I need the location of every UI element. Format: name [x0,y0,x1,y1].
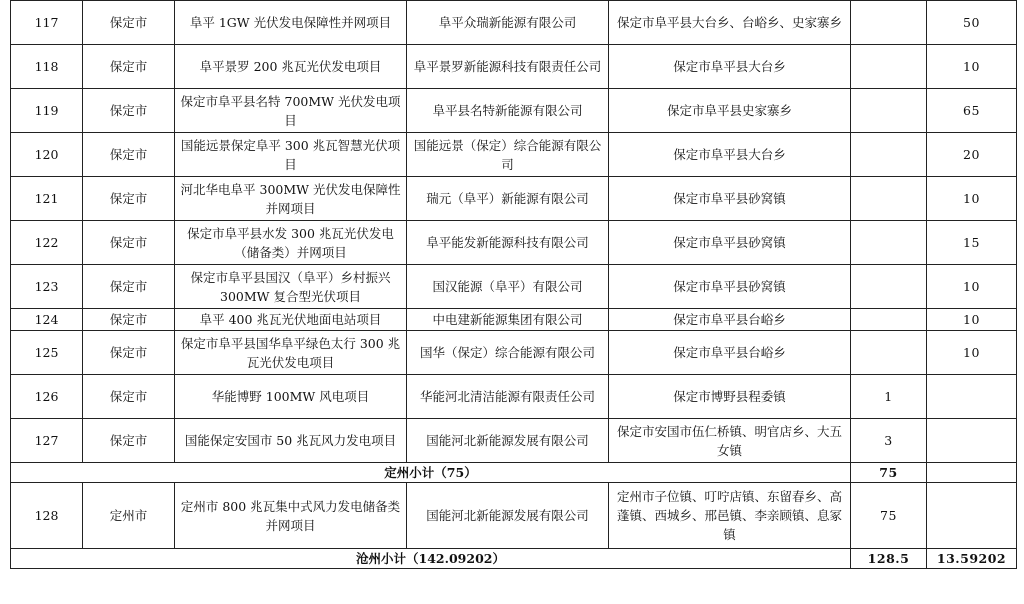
city-cell: 保定市 [83,221,175,265]
company-cell: 阜平众瑞新能源有限公司 [407,1,609,45]
table-row [11,419,1017,463]
city-cell: 保定市 [83,45,175,89]
city-cell: 保定市 [83,375,175,419]
project-name-cell: 定州市 800 兆瓦集中式风力发电储备类并网项目 [175,483,407,549]
capacity-col1-cell [851,89,927,133]
company-cell: 国能河北新能源发展有限公司 [407,483,609,549]
capacity-col2-cell: 10 [927,177,1017,221]
location-cell: 保定市阜平县大台乡 [609,133,851,177]
row-number: 118 [11,45,83,89]
capacity-col2-cell [927,375,1017,419]
row-number: 127 [11,419,83,463]
company-cell: 瑞元（阜平）新能源有限公司 [407,177,609,221]
company-cell: 国汉能源（阜平）有限公司 [407,265,609,309]
subtotal-col1: 75 [851,463,927,483]
subtotal-label: 定州小计（75） [11,463,851,483]
location-cell: 保定市阜平县砂窝镇 [609,265,851,309]
project-name-cell: 保定市阜平县名特 700MW 光伏发电项目 [175,89,407,133]
location-cell: 保定市阜平县砂窝镇 [609,177,851,221]
row-number: 120 [11,133,83,177]
project-name-cell: 国能远景保定阜平 300 兆瓦智慧光伏项目 [175,133,407,177]
subtotal-col2 [927,463,1017,483]
project-name-cell: 保定市阜平县国汉（阜平）乡村振兴 300MW 复合型光伏项目 [175,265,407,309]
row-number: 117 [11,1,83,45]
capacity-col2-cell: 10 [927,265,1017,309]
project-table [10,0,1017,569]
location-cell: 保定市阜平县台峪乡 [609,309,851,331]
table-row [11,265,1017,309]
project-name-cell: 河北华电阜平 300MW 光伏发电保障性并网项目 [175,177,407,221]
subtotal-col1: 128.5 [851,549,927,569]
capacity-col2-cell: 20 [927,133,1017,177]
company-cell: 国能远景（保定）综合能源有限公司 [407,133,609,177]
capacity-col1-cell [851,331,927,375]
project-name-cell: 保定市阜平县国华阜平绿色太行 300 兆瓦光伏发电项目 [175,331,407,375]
capacity-col1-cell [851,45,927,89]
capacity-col2-cell: 50 [927,1,1017,45]
table-row [11,177,1017,221]
subtotal-row-cangzhou [11,549,1017,569]
capacity-col1-cell [851,265,927,309]
row-number: 122 [11,221,83,265]
location-cell: 保定市安国市伍仁桥镇、明官店乡、大五女镇 [609,419,851,463]
table-row [11,221,1017,265]
capacity-col1-cell [851,133,927,177]
city-cell: 保定市 [83,309,175,331]
capacity-col2-cell: 65 [927,89,1017,133]
capacity-col1-cell: 1 [851,375,927,419]
capacity-col2-cell [927,483,1017,549]
company-cell: 阜平能发新能源科技有限公司 [407,221,609,265]
city-cell: 定州市 [83,483,175,549]
capacity-col1-cell: 75 [851,483,927,549]
city-cell: 保定市 [83,89,175,133]
project-name-cell: 阜平 400 兆瓦光伏地面电站项目 [175,309,407,331]
table-row [11,133,1017,177]
row-number: 125 [11,331,83,375]
city-cell: 保定市 [83,331,175,375]
location-cell: 保定市阜平县大台乡、台峪乡、史家寨乡 [609,1,851,45]
project-name-cell: 阜平 1GW 光伏发电保障性并网项目 [175,1,407,45]
company-cell: 华能河北清洁能源有限责任公司 [407,375,609,419]
table-row [11,89,1017,133]
subtotal-col2: 13.59202 [927,549,1017,569]
location-cell: 保定市阜平县台峪乡 [609,331,851,375]
location-cell: 保定市阜平县史家寨乡 [609,89,851,133]
city-cell: 保定市 [83,419,175,463]
table-row [11,1,1017,45]
location-cell: 保定市博野县程委镇 [609,375,851,419]
row-number: 119 [11,89,83,133]
capacity-col2-cell [927,419,1017,463]
subtotal-label: 沧州小计（142.09202） [11,549,851,569]
project-name-cell: 保定市阜平县水发 300 兆瓦光伏发电（储备类）并网项目 [175,221,407,265]
city-cell: 保定市 [83,1,175,45]
project-name-cell: 阜平景罗 200 兆瓦光伏发电项目 [175,45,407,89]
table-row [11,483,1017,549]
row-number: 121 [11,177,83,221]
table-row [11,309,1017,331]
subtotal-row-dingzhou [11,463,1017,483]
company-cell: 阜平景罗新能源科技有限责任公司 [407,45,609,89]
project-name-cell: 华能博野 100MW 风电项目 [175,375,407,419]
location-cell: 保定市阜平县砂窝镇 [609,221,851,265]
capacity-col2-cell: 10 [927,309,1017,331]
row-number: 124 [11,309,83,331]
capacity-col1-cell: 3 [851,419,927,463]
row-number: 128 [11,483,83,549]
capacity-col2-cell: 10 [927,45,1017,89]
capacity-col1-cell [851,221,927,265]
row-number: 123 [11,265,83,309]
capacity-col1-cell [851,1,927,45]
table-row [11,331,1017,375]
row-number: 126 [11,375,83,419]
company-cell: 国能河北新能源发展有限公司 [407,419,609,463]
city-cell: 保定市 [83,177,175,221]
table-row [11,45,1017,89]
company-cell: 中电建新能源集团有限公司 [407,309,609,331]
table-row [11,375,1017,419]
capacity-col1-cell [851,177,927,221]
project-name-cell: 国能保定安国市 50 兆瓦风力发电项目 [175,419,407,463]
capacity-col2-cell: 15 [927,221,1017,265]
company-cell: 国华（保定）综合能源有限公司 [407,331,609,375]
city-cell: 保定市 [83,133,175,177]
location-cell: 保定市阜平县大台乡 [609,45,851,89]
city-cell: 保定市 [83,265,175,309]
capacity-col1-cell [851,309,927,331]
location-cell: 定州市子位镇、叮咛店镇、东留春乡、高蓬镇、西城乡、邢邑镇、李亲顾镇、息冢镇 [609,483,851,549]
company-cell: 阜平县名特新能源有限公司 [407,89,609,133]
capacity-col2-cell: 10 [927,331,1017,375]
